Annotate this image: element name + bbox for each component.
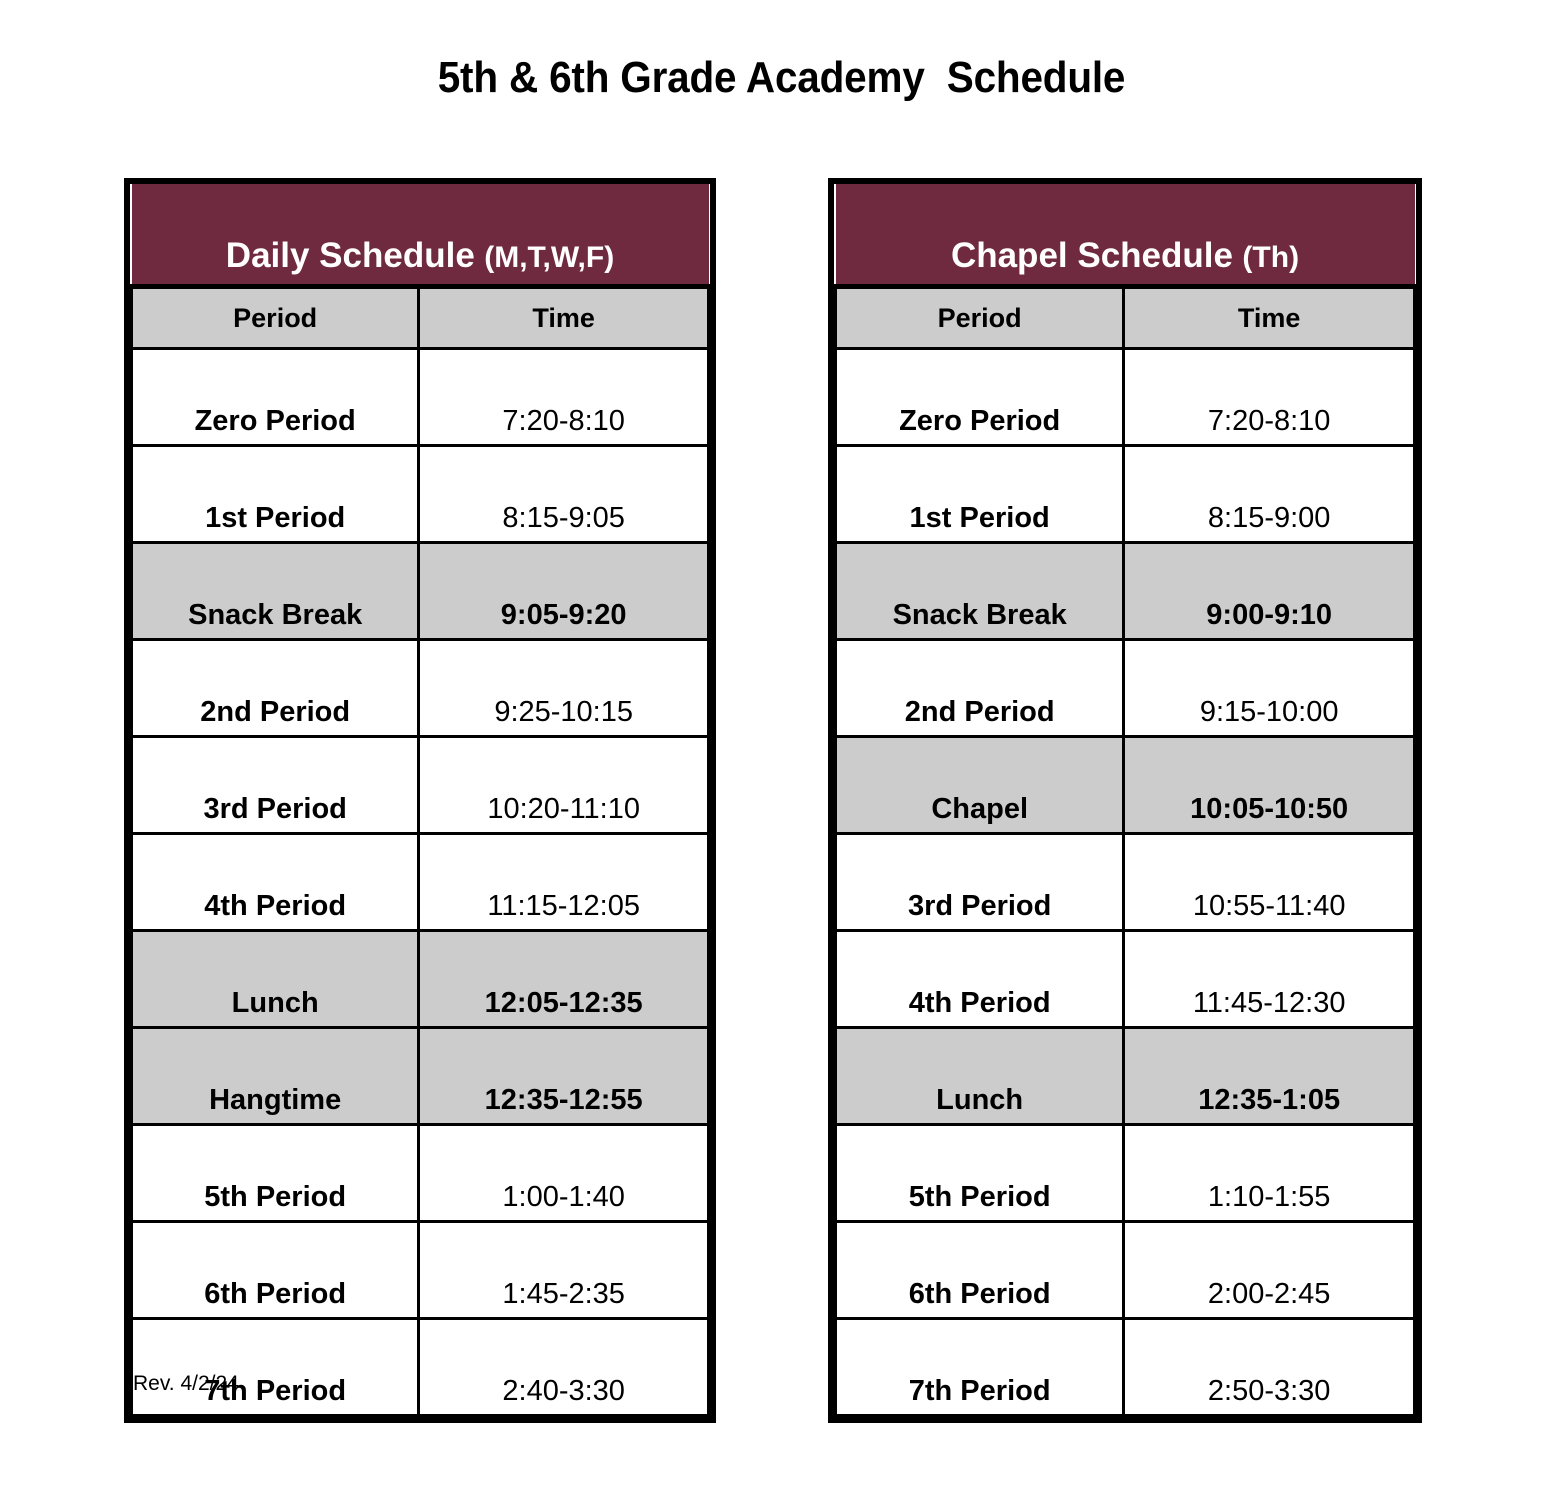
time-cell: 9:00-9:10 (1124, 543, 1415, 640)
period-cell: 7th Period (132, 1319, 419, 1416)
time-cell: 1:00-1:40 (419, 1125, 709, 1222)
daily-banner-title: Daily Schedule (225, 236, 475, 275)
time-cell: 2:50-3:30 (1124, 1319, 1415, 1416)
chapel-column-header-period: Period (836, 287, 1124, 349)
table-row (836, 737, 1415, 834)
table-row (836, 931, 1415, 1028)
table-row (836, 1222, 1415, 1319)
table-row (836, 543, 1415, 640)
period-cell: 7th Period (836, 1319, 1124, 1416)
time-cell: 2:00-2:45 (1124, 1222, 1415, 1319)
time-cell: 10:55-11:40 (1124, 834, 1415, 931)
period-cell: 1st Period (836, 446, 1124, 543)
table-row (132, 1028, 709, 1125)
time-cell: 9:25-10:15 (419, 640, 709, 737)
daily-schedule-grid (130, 184, 710, 1417)
period-cell: 6th Period (132, 1222, 419, 1319)
page-title: 5th & 6th Grade Academy Schedule (437, 53, 1126, 102)
period-cell: 2nd Period (836, 640, 1124, 737)
table-row (132, 640, 709, 737)
period-cell: 6th Period (836, 1222, 1124, 1319)
period-cell: Lunch (836, 1028, 1124, 1125)
time-cell: 8:15-9:00 (1124, 446, 1415, 543)
period-cell: 3rd Period (132, 737, 419, 834)
chapel-banner-title: Chapel Schedule (950, 236, 1233, 275)
chapel-schedule-body (836, 184, 1415, 1416)
time-cell: 10:20-11:10 (419, 737, 709, 834)
period-cell: Snack Break (836, 543, 1124, 640)
table-row (836, 446, 1415, 543)
table-row (836, 1028, 1415, 1125)
daily-banner-days: (M,T,W,F) (484, 241, 615, 274)
chapel-schedule-grid (834, 184, 1416, 1417)
time-cell: 12:35-1:05 (1124, 1028, 1415, 1125)
chapel-banner-cell (836, 184, 1415, 287)
time-cell: 12:05-12:35 (419, 931, 709, 1028)
time-cell: 1:45-2:35 (419, 1222, 709, 1319)
daily-column-header-row (132, 287, 709, 349)
daily-schedule-body (132, 184, 709, 1416)
time-cell: 11:15-12:05 (419, 834, 709, 931)
period-cell: 5th Period (836, 1125, 1124, 1222)
time-cell: 2:40-3:30 (419, 1319, 709, 1416)
table-row (132, 1319, 709, 1416)
period-cell: 3rd Period (836, 834, 1124, 931)
period-cell: Chapel (836, 737, 1124, 834)
table-row (836, 1125, 1415, 1222)
daily-schedule-table (124, 178, 716, 1423)
table-row (132, 1222, 709, 1319)
table-row (132, 543, 709, 640)
period-cell: 5th Period (132, 1125, 419, 1222)
chapel-schedule-table (828, 178, 1422, 1423)
time-cell: 9:15-10:00 (1124, 640, 1415, 737)
table-row (836, 834, 1415, 931)
time-cell: 8:15-9:05 (419, 446, 709, 543)
chapel-banner-row (836, 184, 1415, 287)
period-cell: Hangtime (132, 1028, 419, 1125)
chapel-column-header-time: Time (1124, 287, 1415, 349)
table-row (132, 931, 709, 1028)
table-row (132, 834, 709, 931)
period-cell: 1st Period (132, 446, 419, 543)
table-row (132, 349, 709, 446)
daily-banner-row (132, 184, 709, 287)
table-row (836, 640, 1415, 737)
chapel-column-header-row (836, 287, 1415, 349)
time-cell: 10:05-10:50 (1124, 737, 1415, 834)
chapel-banner-days: (Th) (1242, 241, 1300, 274)
period-cell: 2nd Period (132, 640, 419, 737)
table-row (836, 349, 1415, 446)
table-row (132, 1125, 709, 1222)
time-cell: 7:20-8:10 (419, 349, 709, 446)
time-cell: 9:05-9:20 (419, 543, 709, 640)
period-cell: Zero Period (836, 349, 1124, 446)
period-cell: Snack Break (132, 543, 419, 640)
table-row (836, 1319, 1415, 1416)
period-cell: 4th Period (836, 931, 1124, 1028)
time-cell: 7:20-8:10 (1124, 349, 1415, 446)
time-cell: 1:10-1:55 (1124, 1125, 1415, 1222)
table-row (132, 737, 709, 834)
time-cell: 12:35-12:55 (419, 1028, 709, 1125)
period-cell: Lunch (132, 931, 419, 1028)
period-cell: Zero Period (132, 349, 419, 446)
daily-banner-cell (132, 184, 709, 287)
time-cell: 11:45-12:30 (1124, 931, 1415, 1028)
daily-column-header-time: Time (419, 287, 709, 349)
period-cell: 4th Period (132, 834, 419, 931)
daily-column-header-period: Period (132, 287, 419, 349)
revision-note: Rev. 4/2/24 (133, 1372, 239, 1395)
table-row (132, 446, 709, 543)
